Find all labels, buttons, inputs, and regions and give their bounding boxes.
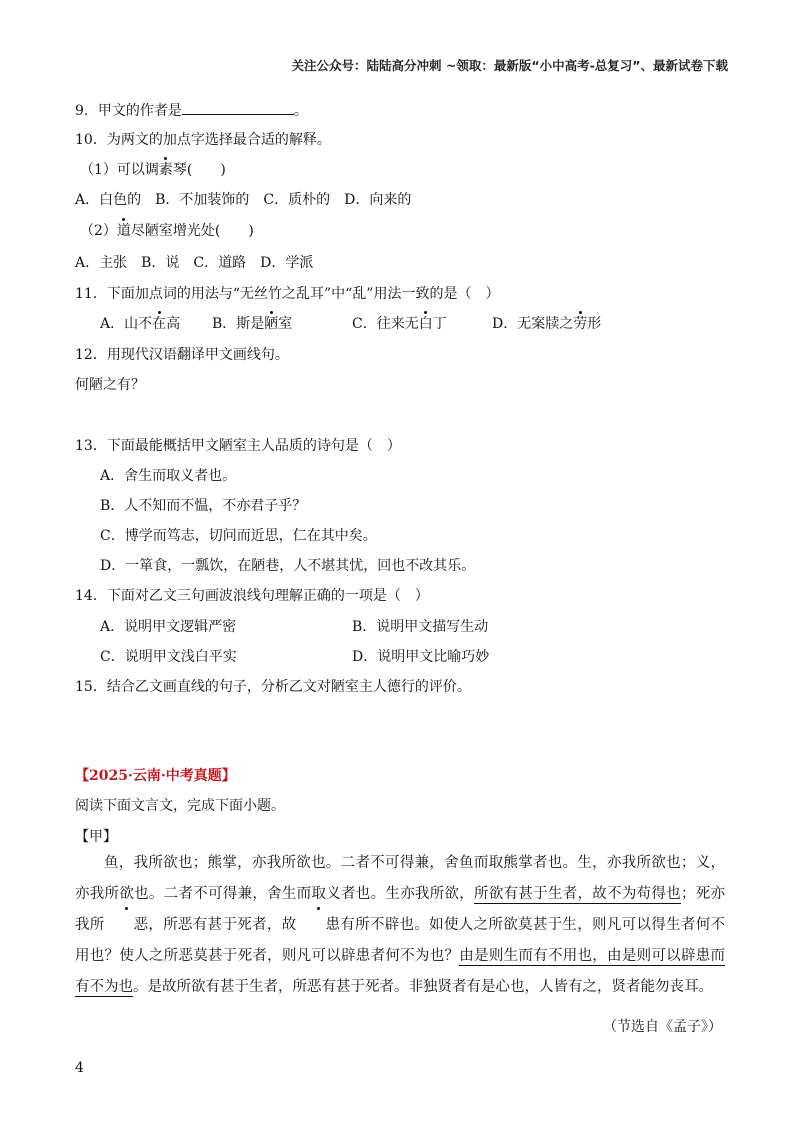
passage-source: （节选自《孟子》）	[603, 1019, 722, 1035]
opt-post: 丁	[432, 316, 447, 332]
question-11-option-b	[212, 314, 292, 334]
opt-pre: A．山不	[100, 316, 153, 332]
page-header: 关注公众号：陆陆高分冲刺 ~领取：最新版“小中高考-总复习”、最新试卷下载	[291, 58, 728, 73]
exam-source-tag: 【2025·云南·中考真题】	[75, 768, 236, 784]
dotted-char: 劳	[573, 316, 588, 332]
dotted-char: 患	[297, 910, 341, 941]
passage-text: 有所不辟也。如使人之所欲莫甚于生，则凡可以得生者何不用也？使人之所恶莫甚于死者，则凡可以辟患者何不为也？	[75, 917, 726, 964]
dotted-char: 恶	[105, 910, 149, 941]
question-13-option-d: D．一箪食，一瓢饮，在陋巷，人不堪其忧，回也不改其乐。	[100, 558, 476, 574]
sub1-pre: （1）可以调	[80, 162, 159, 178]
question-14-option-b: B．说明甲文描写生动	[352, 619, 489, 635]
dotted-char: 道	[116, 223, 131, 239]
question-11-option-c	[352, 314, 447, 334]
question-15-stem: 15．结合乙文画直线的句子，分析乙文对陋室主人德行的评价。	[75, 679, 471, 695]
question-14-option-a: A．说明甲文逻辑严密	[100, 619, 237, 635]
question-13-option-b: B．人不知而不愠，不亦君子乎？	[100, 498, 307, 514]
opt-post: 高	[166, 316, 181, 332]
question-11-stem: 11．下面加点词的用法与“无丝竹之乱耳”中“乱”用法一致的是（ ）	[75, 286, 500, 302]
question-10-options2: A．主张 B．说 C．道路 D．学派	[75, 255, 314, 271]
question-10-stem: 10．为两文的加点字选择最合适的解释。	[75, 132, 331, 148]
page-number: 4	[75, 1060, 84, 1076]
question-10-sub1	[80, 160, 226, 180]
opt-post: 室	[278, 316, 293, 332]
passage-text: ；死亦我所	[75, 886, 726, 933]
dotted-char: 在	[152, 316, 167, 332]
question-13-option-c: C．博学而笃志，切问而近思，仁在其中矣。	[100, 528, 377, 544]
question-10-options1: A．白色的 B．不加装饰的 C．质朴的 D．向来的	[75, 192, 412, 208]
sub2-post: 尽陋室增光处( )	[130, 223, 254, 239]
underlined-sentence-2: 由是则生而有不用也，由是则可以辟患而有不为也	[75, 948, 726, 995]
q9-end: 。	[293, 103, 308, 119]
question-12-sentence: 何陋之有？	[75, 377, 145, 393]
passage-text: 。是故所欲有甚于生者，所恶有甚于死者。非独贤者有是心也，人皆有之，贤者能勿丧耳。	[133, 979, 713, 995]
q9-text: 9．甲文的作者是	[75, 103, 182, 119]
question-11-option-d	[492, 314, 601, 334]
answer-blank	[182, 100, 294, 115]
passage-text: 鱼，我所欲也；熊掌，亦我所欲也。二者不可得兼，舍鱼而取熊掌者也。生，亦我所欲也；义，亦我所欲也。二者不可得兼，舍生而取义者也。生亦我所欲，	[75, 855, 725, 902]
question-14-option-d: D．说明甲文比喻巧妙	[352, 649, 490, 665]
question-10-sub2	[80, 221, 254, 241]
opt-pre: D．无案牍之	[492, 316, 574, 332]
passage-jia	[75, 848, 725, 1003]
sub1-post: 琴( )	[172, 162, 226, 178]
question-9	[75, 100, 308, 121]
question-13-stem: 13．下面最能概括甲文陋室主人品质的诗句是（ ）	[75, 438, 401, 454]
dotted-char: 陋	[264, 316, 279, 332]
dotted-char: 素	[158, 162, 173, 178]
question-14-option-c: C．说明甲文浅白平实	[100, 649, 237, 665]
reading-instruction: 阅读下面文言文，完成下面小题。	[75, 798, 285, 814]
opt-pre: C．往来无	[352, 316, 419, 332]
question-11-option-a	[100, 314, 180, 334]
question-14-stem: 14．下面对乙文三句画波浪线句理解正确的一项是（ ）	[75, 588, 429, 604]
dotted-char: 白	[418, 316, 433, 332]
opt-pre: B．斯是	[212, 316, 265, 332]
sub2-pre: （2）	[80, 223, 117, 239]
underlined-sentence-1: 所欲有甚于生者，故不为苟得也	[474, 886, 681, 902]
passage-label-jia: 【甲】	[75, 829, 117, 845]
opt-post: 形	[587, 316, 602, 332]
question-13-option-a: A．舍生而取义者也。	[100, 468, 237, 484]
question-12-stem: 12．用现代汉语翻译甲文画线句。	[75, 347, 289, 363]
passage-text: ，所恶有甚于死者，故	[148, 917, 297, 933]
